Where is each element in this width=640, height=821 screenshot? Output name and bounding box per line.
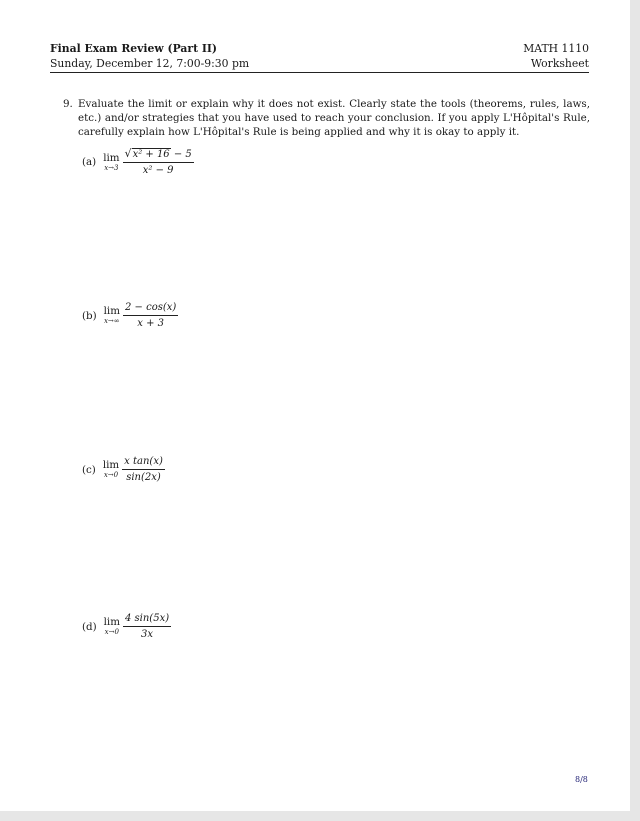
page-number: 8/8 [575, 775, 588, 784]
lim-word: lim [102, 459, 120, 471]
part-d [82, 612, 171, 641]
limit-approach: x→0 [103, 471, 119, 479]
part-a [82, 147, 194, 177]
header-left [50, 41, 249, 71]
limit-operator [103, 460, 119, 479]
fraction [123, 147, 194, 177]
numerator-rest: − 5 [170, 149, 192, 160]
fraction [123, 301, 178, 330]
part-label: (a) [82, 156, 97, 168]
part-label: (b) [82, 309, 97, 322]
limit-operator [104, 617, 120, 636]
course-code: MATH 1110 [523, 42, 589, 55]
part-label: (c) [82, 463, 96, 476]
lim-word: lim [103, 151, 120, 164]
denominator: 3x [141, 629, 154, 640]
limit-operator [103, 153, 119, 172]
denominator: x² − 9 [142, 165, 174, 176]
question-instructions: Evaluate the limit or explain why it does not exist. Clearly state the tools (theorems, rules, laws, etc.) and/or strategies that you have used to reach your conclusion. If you apply L'Hôpital's Rule, carefully explain how L'Hôpital's Rule is being applied and why it is okay to apply it. [78, 98, 590, 138]
numerator: x tan(x) [122, 455, 165, 470]
question-number: 9. [63, 98, 73, 110]
fraction [123, 612, 171, 641]
denominator: x + 3 [137, 318, 165, 329]
numerator: 2 − cos(x) [123, 301, 178, 316]
lim-word: lim [103, 616, 120, 628]
numerator [123, 147, 194, 163]
numerator: 4 sin(5x) [123, 612, 171, 627]
part-c [82, 455, 165, 484]
page-header [50, 41, 589, 73]
fraction [122, 455, 165, 484]
question-9 [63, 97, 590, 139]
part-label: (d) [82, 620, 97, 633]
exam-date: Sunday, December 12, 7:00-9:30 pm [50, 57, 250, 70]
limit-approach: x→∞ [103, 317, 120, 325]
limit-approach: x→3 [104, 163, 119, 172]
limit-approach: x→0 [104, 628, 119, 636]
part-b [82, 301, 178, 330]
sqrt-symbol: √ [124, 147, 132, 160]
header-right [523, 41, 589, 71]
radicand: x² + 16 [132, 149, 170, 160]
exam-title: Final Exam Review (Part II) [50, 42, 218, 55]
denominator: sin(2x) [126, 472, 161, 483]
document-type: Worksheet [530, 57, 589, 70]
limit-operator [104, 306, 120, 325]
lim-word: lim [103, 305, 120, 317]
